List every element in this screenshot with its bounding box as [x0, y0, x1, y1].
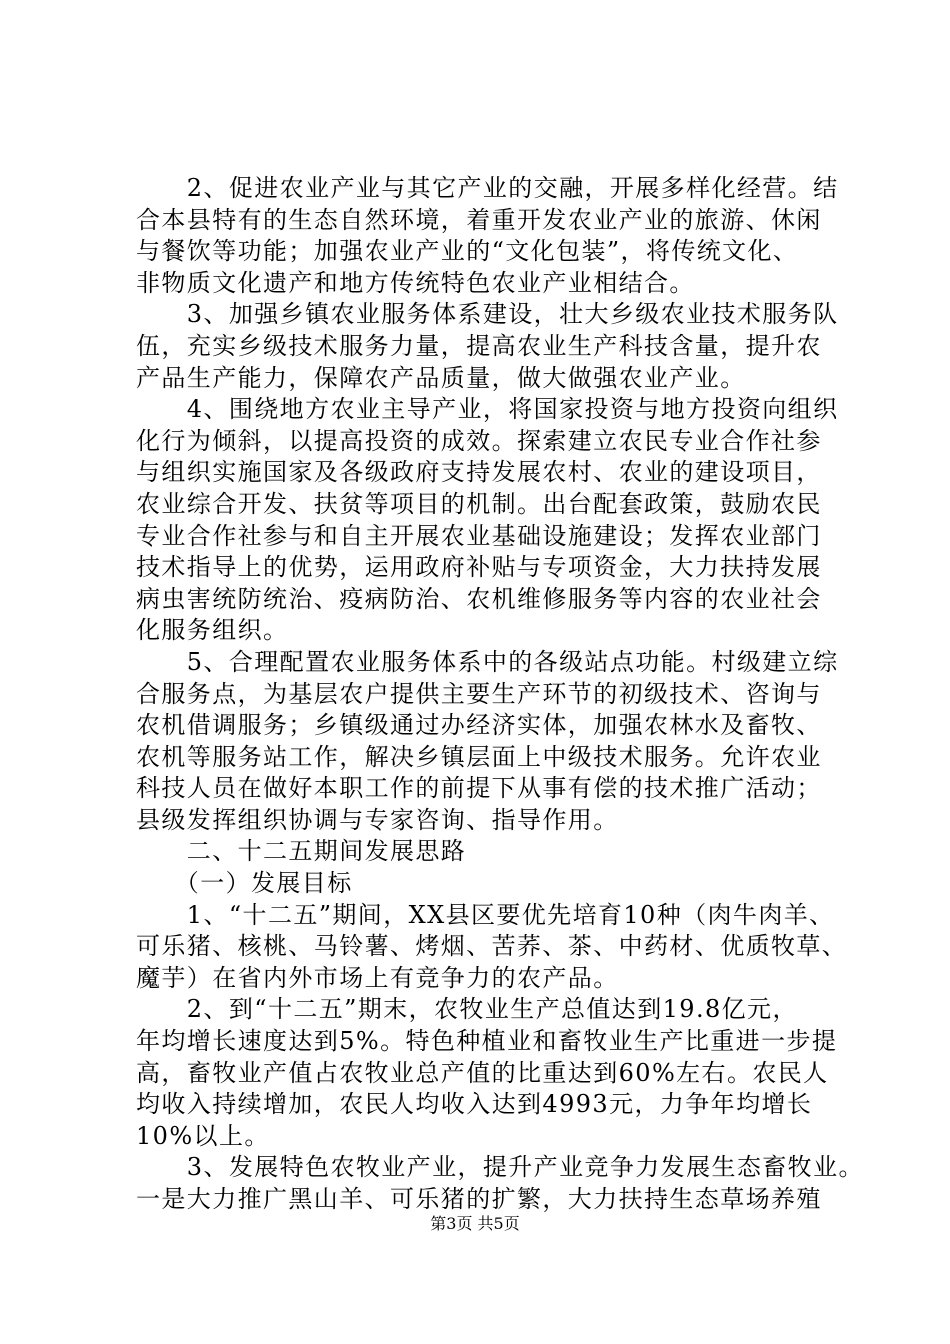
text-line: 化服务组织。 [136, 616, 289, 645]
text-line: 化行为倾斜，以提高投资的成效。探索建立农民专业合作社参 [136, 426, 822, 455]
text-line: 与餐饮等功能；加强农业产业的“文化包装”，将传统文化、 [136, 237, 799, 266]
text-line: 4、围绕地方农业主导产业，将国家投资与地方投资向组织 [136, 395, 839, 424]
text-line: 高，畜牧业产值占农牧业总产值的比重达到60%左右。农民人 [136, 1058, 829, 1087]
text-line: 2、到“十二五”期末，农牧业生产总值达到19.8亿元， [136, 995, 798, 1024]
text-line: 2、促进农业产业与其它产业的交融，开展多样化经营。结 [136, 174, 839, 202]
text-line: 10%以上。 [136, 1121, 270, 1150]
text-line: 5、合理配置农业服务体系中的各级站点功能。村级建立综 [136, 647, 839, 676]
text-line: 合服务点，为基层农户提供主要生产环节的初级技术、咨询与 [136, 679, 822, 708]
text-line: 1、“十二五”期间，XX县区要优先培育10种（肉牛肉羊、 [136, 900, 835, 929]
text-line: 病虫害统防统治、疫病防治、农机维修服务等内容的农业社会 [136, 584, 822, 613]
text-line: 伍，充实乡级技术服务力量，提高农业生产科技含量，提升农 [136, 331, 822, 360]
text-line: 3、发展特色农牧业产业，提升产业竞争力发展生态畜牧业。 [136, 1153, 864, 1182]
text-line: 专业合作社参与和自主开展农业基础设施建设；发挥农业部门 [136, 521, 822, 550]
text-line: 可乐猪、核桃、马铃薯、烤烟、苦荞、茶、中药材、优质牧草、 [136, 932, 848, 961]
text-line: 一是大力推广黑山羊、可乐猪的扩繁，大力扶持生态草场养殖 [136, 1185, 822, 1213]
text-line: 产品生产能力，保障农产品质量，做大做强农业产业。 [136, 363, 746, 392]
text-line: 农业综合开发、扶贫等项目的机制。出台配套政策，鼓励农民 [136, 489, 822, 518]
text-line: 非物质文化遗产和地方传统特色农业产业相结合。 [136, 268, 695, 297]
text-line: 与组织实施国家及各级政府支持发展农村、农业的建设项目， [136, 458, 822, 487]
text-line: 农机等服务站工作，解决乡镇层面上中级技术服务。允许农业 [136, 742, 822, 771]
text-line: 科技人员在做好本职工作的前提下从事有偿的技术推广活动； [136, 774, 822, 803]
page-footer [0, 1214, 950, 1234]
page-number: 第3页 共5页 [430, 1214, 520, 1233]
section-heading: 二、十二五期间发展思路 [136, 837, 467, 866]
text-line: 均收入持续增加，农民人均收入达到4993元，力争年均增长 [136, 1090, 813, 1119]
text-line: 3、加强乡镇农业服务体系建设，壮大乡级农业技术服务队 [136, 300, 839, 329]
text-line: 年均增长速度达到5%。特色种植业和畜牧业生产比重进一步提 [136, 1027, 838, 1056]
text-line: 技术指导上的优势，运用政府补贴与专项资金，大力扶持发展 [136, 553, 822, 582]
text-line: 县级发挥组织协调与专家咨询、指导作用。 [136, 805, 619, 834]
text-line: 魔芋）在省内外市场上有竞争力的农产品。 [136, 963, 619, 992]
text-line: 合本县特有的生态自然环境，着重开发农业产业的旅游、休闲 [136, 205, 822, 234]
text-line: 农机借调服务；乡镇级通过办经济实体，加强农林水及畜牧、 [136, 711, 822, 740]
body-text [136, 173, 864, 1216]
subsection-heading: （一）发展目标 [136, 869, 353, 898]
